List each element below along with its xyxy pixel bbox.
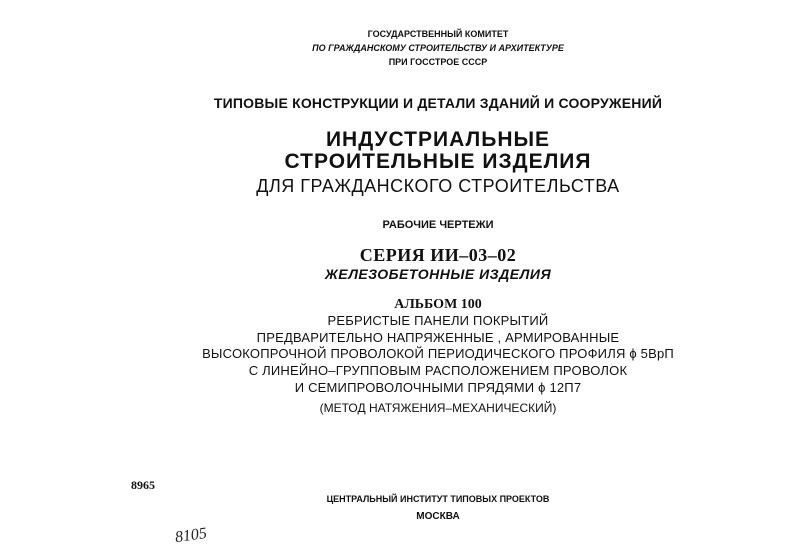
tensioning-method: (МЕТОД НАТЯЖЕНИЯ–МЕХАНИЧЕСКИЙ) [319, 401, 557, 415]
main-title-line-3: ДЛЯ ГРАЖДАНСКОГО СТРОИТЕЛЬСТВА [256, 176, 620, 196]
album-description-line-5: И СЕМИПРОВОЛОЧНЫМИ ПРЯДЯМИ ϕ 12П7 [294, 380, 582, 395]
committee-line-3: ПРИ ГОССТРОЕ СССР [388, 57, 488, 67]
series-title: ТИПОВЫЕ КОНСТРУКЦИИ И ДЕТАЛИ ЗДАНИЙ И СООРУЖЕНИЙ [213, 95, 663, 111]
committee-line-1: ГОСУДАРСТВЕННЫЙ КОМИТЕТ [367, 29, 509, 39]
series-code: СЕРИЯ ИИ–03–02 [359, 245, 517, 265]
main-title-line-2: СТРОИТЕЛЬНЫЕ ИЗДЕЛИЯ [284, 150, 592, 173]
album-description-line-1: РЕБРИСТЫЕ ПАНЕЛИ ПОКРЫТИЙ [327, 313, 549, 328]
main-title-line-1: ИНДУСТРИАЛЬНЫЕ [325, 128, 551, 151]
series-subtitle: ЖЕЛЕЗОБЕТОННЫЕ ИЗДЕЛИЯ [324, 266, 552, 282]
album-title: АЛЬБОМ 100 [394, 297, 482, 312]
handwritten-number: 8105 [173, 524, 208, 547]
album-description-line-2: ПРЕДВАРИТЕЛЬНО НАПРЯЖЕННЫЕ , АРМИРОВАННЫЕ [256, 330, 620, 345]
committee-line-2: ПО ГРАЖДАНСКОМУ СТРОИТЕЛЬСТВУ И АРХИТЕКТУРЕ [312, 43, 564, 53]
city-name: МОСКВА [416, 511, 460, 522]
institute-name: ЦЕНТРАЛЬНЫЙ ИНСТИТУТ ТИПОВЫХ ПРОЕКТОВ [326, 494, 550, 504]
album-description-line-4: С ЛИНЕЙНО–ГРУППОВЫМ РАСПОЛОЖЕНИЕМ ПРОВОЛОК [248, 363, 628, 378]
document-number: 8965 [131, 478, 155, 492]
drawings-label: РАБОЧИЕ ЧЕРТЕЖИ [382, 219, 494, 231]
album-description-line-3: ВЫСОКОПРОЧНОЙ ПРОВОЛОКОЙ ПЕРИОДИЧЕСКОГО ПРОФИЛЯ ϕ 5ВрП [202, 346, 674, 361]
